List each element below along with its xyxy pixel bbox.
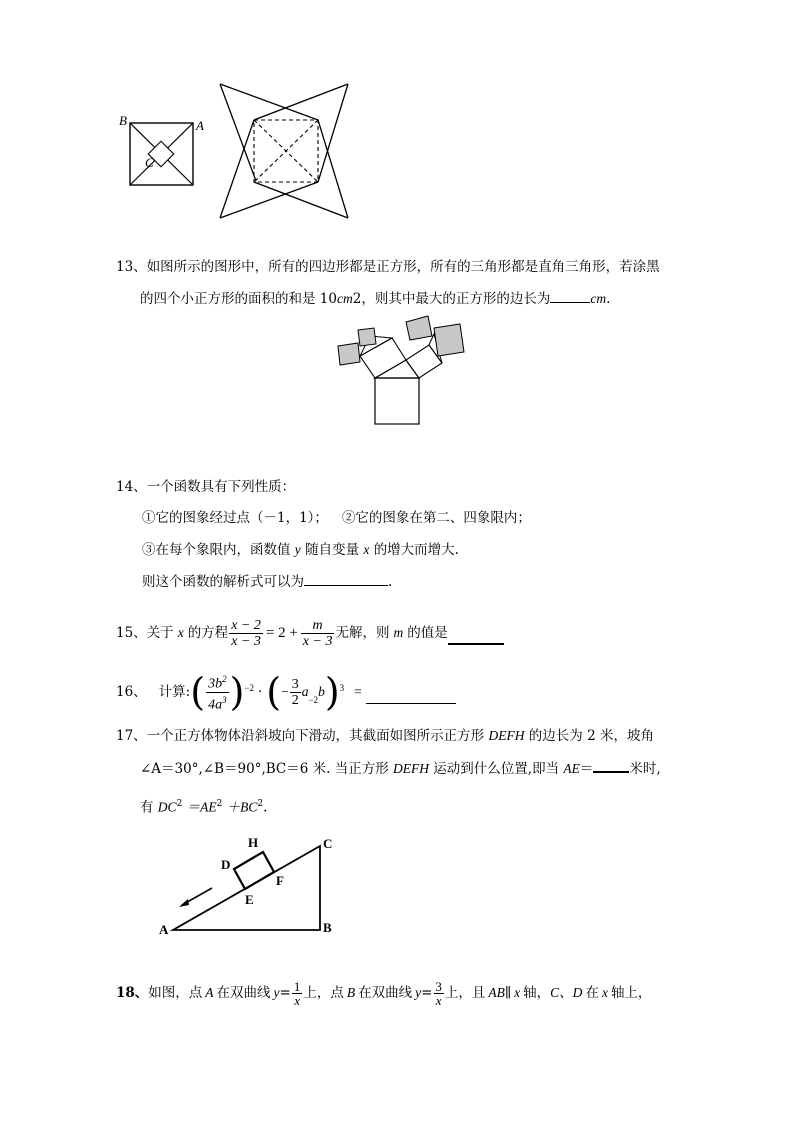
q14-answer-blank[interactable] [304, 573, 388, 586]
label-e: E [245, 892, 254, 907]
q16-line: 16、 计算: ( $\frac{3b^2}{4a^3}$ ) $^{-2}$ · ( − $\frac{3}{2}$ a $_{-2}$ b ) $^3$ = [116, 662, 456, 722]
label-h: H [248, 835, 259, 850]
q15-fraction-1: $\frac{x - 2}{x - 3}$ [231, 617, 261, 649]
figure-squares-tree [330, 310, 470, 428]
q16-fraction-1: $\frac{3b^2}{4a^3}$ [208, 673, 227, 713]
label-f: F [276, 873, 284, 888]
q14-prop1: ①它的图象经过点（－1，1）； [142, 510, 328, 526]
q18-line: 18、 如图，点 A 在双曲线 y = $\frac{1}{x}$ 上，点 B 在双曲线 y = $\frac{3}{x}$ 上，且 AB ∥ x 轴， C、D 在 x 轴上， [116, 974, 651, 1012]
q13-text-1: 如图所示的图形中，所有的四边形都是正方形，所有的三角形都是直角三角形，若涂黑 [146, 259, 660, 275]
q15-fraction-2: $\frac{m}{x - 3}$ [302, 617, 333, 649]
q17-line2: ∠A＝30°,∠B＝90°,BC＝6 米. 当正方形 DEFH 运动到什么位置,即当 AE＝ 米时, [140, 761, 661, 777]
q14-line1: 14、一个函数具有下列性质： [116, 479, 296, 495]
label-a: A [196, 118, 204, 133]
label-d: D [221, 857, 231, 872]
label-b: B [323, 920, 332, 935]
figure-pinwheel [212, 78, 362, 220]
q13-answer-blank[interactable] [550, 290, 590, 303]
q13-number: 13、 [116, 259, 147, 275]
q15-line: 15、 关于 x 的方程 $\frac{x - 2}{x - 3}$ = 2 + $\frac{m}{x - 3}$ 无解，则 m 的值是 [116, 614, 504, 652]
q14-prop2: ②它的图象在第二、四象限内； [341, 510, 531, 526]
q17-answer-blank[interactable] [593, 759, 629, 773]
label-a: A [159, 922, 169, 937]
q13-line1 [116, 258, 660, 276]
q14-props [142, 509, 531, 527]
q17-number: 17、 [116, 728, 147, 744]
q14-prop3: ③在每个象限内，函数值 y 随自变量 x 的增大而增大. [142, 542, 459, 558]
q15-number: 15、 [116, 625, 147, 641]
q18-fraction-1: $\frac{1}{x}$ [293, 978, 301, 1008]
q18-number: 18、 [116, 985, 149, 1001]
q16-answer-blank[interactable] [366, 691, 456, 704]
q13-line2: 的四个小正方形的面积的和是 10cm2，则其中最大的正方形的边长为 cm. [140, 291, 611, 307]
label-c: C [145, 155, 154, 170]
label-b: B [119, 113, 127, 128]
q17-line3: 有 $DC^2 =AE^2 +BC^2$. [140, 799, 268, 816]
q14-number: 14、 [116, 479, 147, 495]
q14-line3: 则这个函数的解析式可以为 . [142, 574, 393, 590]
q16-fraction-2: $\frac{3}{2}$ [291, 676, 299, 708]
figure-slope-square [155, 830, 345, 940]
q18-fraction-2: $\frac{3}{x}$ [435, 978, 442, 1008]
q15-answer-blank[interactable] [448, 631, 504, 645]
q17-line1: 17、一个正方体物体沿斜坡向下滑动，其截面如图所示正方形 DEFH 的边长为 2 米，坡角 [116, 728, 654, 744]
q16-number: 16、 [116, 684, 147, 700]
figure-square-abc [115, 110, 205, 190]
label-c: C [323, 836, 333, 851]
